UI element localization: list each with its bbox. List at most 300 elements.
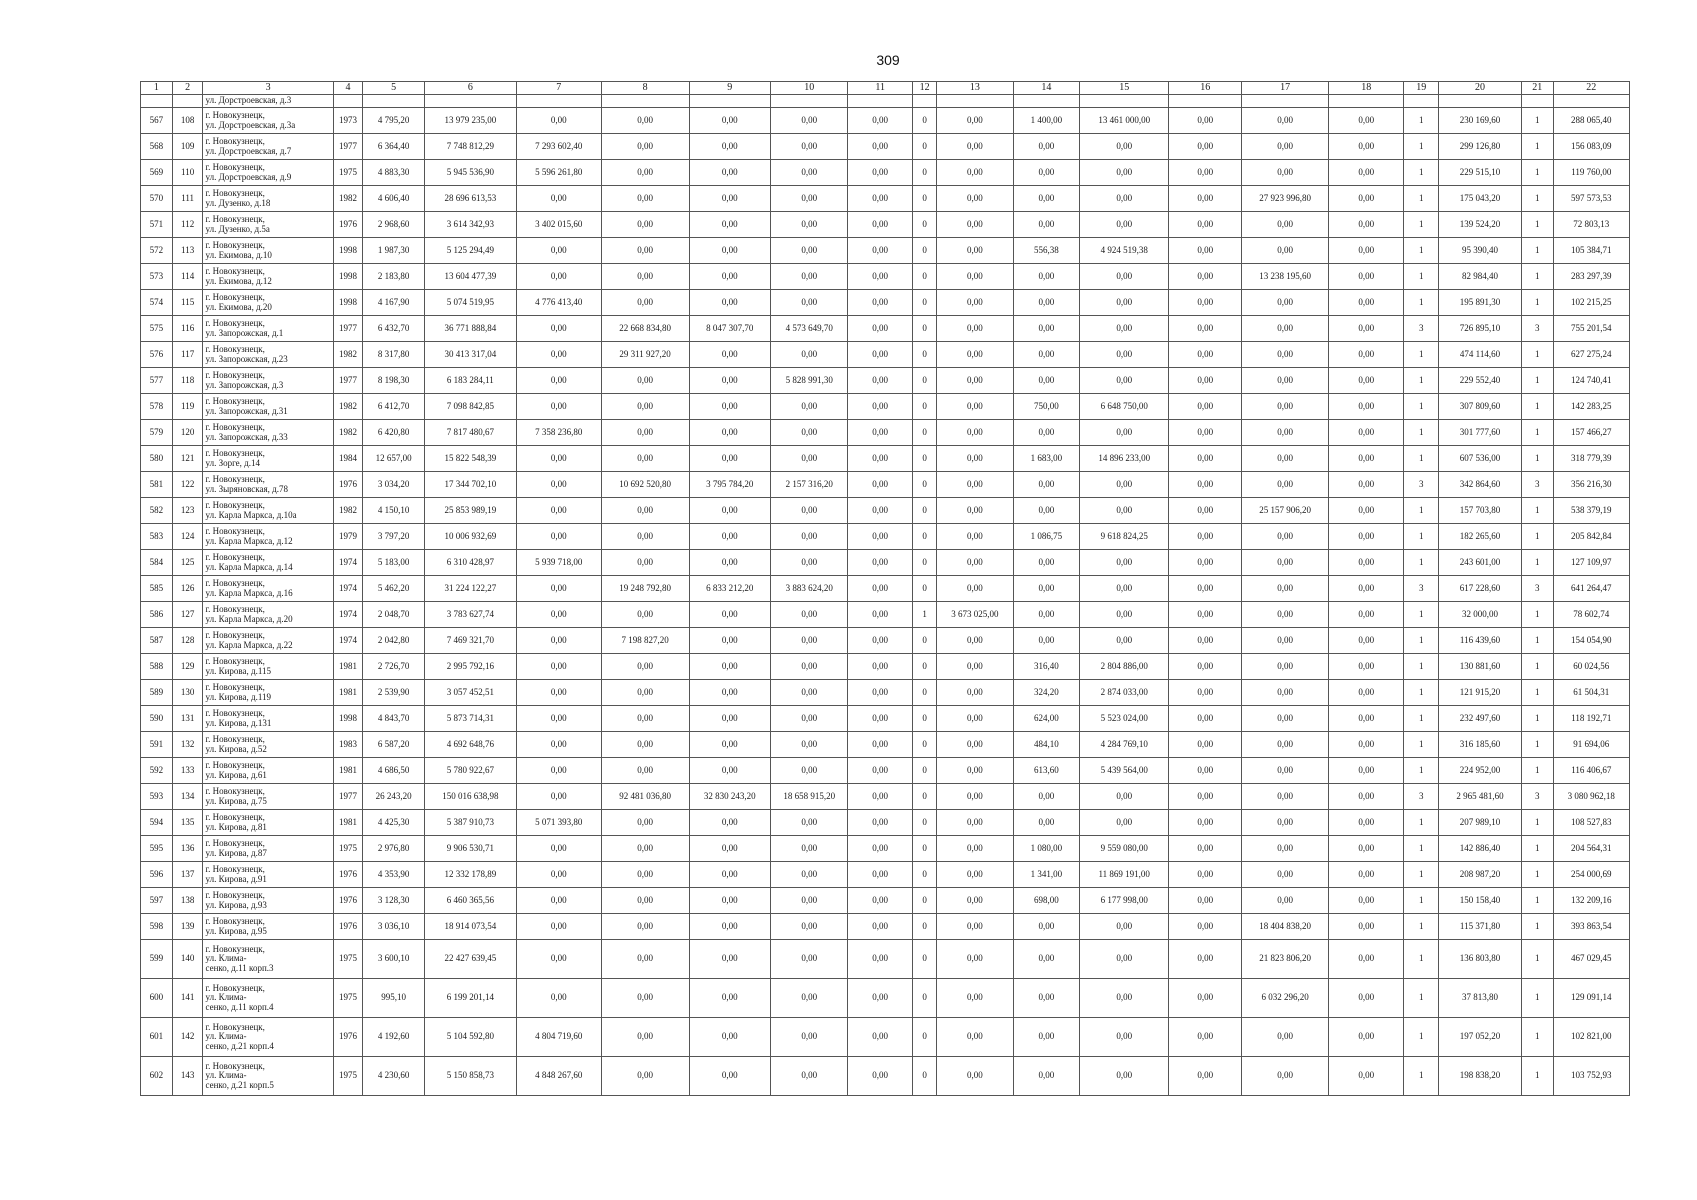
cell-col-7: 0,00 [516, 628, 601, 654]
address-cell [203, 1018, 333, 1057]
cell-col-11: 0,00 [848, 576, 913, 602]
cell-col-9: 0,00 [689, 524, 771, 550]
table-row [141, 628, 1630, 654]
cell-col-10: 0,00 [771, 862, 848, 888]
cell-col-5: 26 243,20 [363, 784, 424, 810]
cell-col-6: 2 995 792,16 [424, 654, 516, 680]
cell-col-16: 0,00 [1169, 680, 1242, 706]
cell-col-19: 1 [1404, 732, 1439, 758]
cell-col-5: 3 797,20 [363, 524, 424, 550]
cell-col-2: 120 [172, 420, 203, 446]
cell-col-7: 0,00 [516, 498, 601, 524]
cell-col-5: 2 976,80 [363, 836, 424, 862]
cell-col-15: 0,00 [1080, 576, 1169, 602]
address-line: ул. Зорге, д.14 [205, 457, 260, 468]
cell-col-16: 0,00 [1169, 212, 1242, 238]
address-line: г. Новокузнецк, [205, 708, 265, 719]
cell-col-8: 0,00 [601, 732, 689, 758]
cell-col-4: 1977 [333, 368, 363, 394]
cell-col-14: 0,00 [1013, 1018, 1080, 1057]
cell-col-11: 0,00 [848, 498, 913, 524]
column-number-8: 8 [601, 82, 689, 95]
empty-cell [141, 95, 173, 108]
address-line: г. Новокузнецк, [205, 370, 265, 381]
cell-col-6: 5 074 519,95 [424, 290, 516, 316]
cell-col-10: 0,00 [771, 290, 848, 316]
cell-col-10: 0,00 [771, 836, 848, 862]
cell-col-5: 3 034,20 [363, 472, 424, 498]
cell-col-5: 4 686,50 [363, 758, 424, 784]
column-number-11: 11 [848, 82, 913, 95]
address-cell [203, 186, 333, 212]
cell-col-13: 0,00 [937, 654, 1013, 680]
cell-col-8: 0,00 [601, 550, 689, 576]
cell-col-17: 0,00 [1242, 888, 1329, 914]
cell-col-4: 1974 [333, 628, 363, 654]
cell-col-11: 0,00 [848, 836, 913, 862]
cell-col-12: 0 [912, 420, 936, 446]
cell-col-17: 0,00 [1242, 654, 1329, 680]
column-number-5: 5 [363, 82, 424, 95]
cell-col-19: 3 [1404, 576, 1439, 602]
cell-col-13: 0,00 [937, 550, 1013, 576]
cell-col-13: 0,00 [937, 732, 1013, 758]
cell-col-22: 103 752,93 [1553, 1057, 1629, 1096]
cell-col-15: 0,00 [1080, 290, 1169, 316]
cell-col-18: 0,00 [1329, 680, 1404, 706]
cell-col-6: 5 104 592,80 [424, 1018, 516, 1057]
cell-col-17: 18 404 838,20 [1242, 914, 1329, 940]
cell-col-20: 82 984,40 [1439, 264, 1522, 290]
cell-col-2: 126 [172, 576, 203, 602]
cell-col-12: 0 [912, 940, 936, 979]
cell-col-20: 229 515,10 [1439, 160, 1522, 186]
cell-col-18: 0,00 [1329, 758, 1404, 784]
address-line: г. Новокузнецк, [205, 188, 265, 199]
cell-col-5: 6 420,80 [363, 420, 424, 446]
cell-col-8: 0,00 [601, 888, 689, 914]
cell-col-6: 7 469 321,70 [424, 628, 516, 654]
cell-col-6: 6 199 201,14 [424, 979, 516, 1018]
cell-col-19: 1 [1404, 758, 1439, 784]
cell-col-5: 4 883,30 [363, 160, 424, 186]
cell-col-17: 0,00 [1242, 472, 1329, 498]
cell-col-12: 0 [912, 706, 936, 732]
cell-col-2: 135 [172, 810, 203, 836]
cell-col-14: 0,00 [1013, 602, 1080, 628]
cell-col-4: 1976 [333, 914, 363, 940]
cell-col-13: 0,00 [937, 446, 1013, 472]
cell-col-14: 0,00 [1013, 160, 1080, 186]
cell-col-14: 556,38 [1013, 238, 1080, 264]
table-row [141, 888, 1630, 914]
cell-col-12: 0 [912, 862, 936, 888]
cell-col-5: 995,10 [363, 979, 424, 1018]
cell-col-20: 243 601,00 [1439, 550, 1522, 576]
cell-col-14: 1 683,00 [1013, 446, 1080, 472]
cell-col-12: 0 [912, 264, 936, 290]
address-line: ул. Запорожская, д.3 [205, 379, 284, 390]
cell-col-8: 0,00 [601, 836, 689, 862]
cell-col-14: 0,00 [1013, 940, 1080, 979]
cell-col-6: 18 914 073,54 [424, 914, 516, 940]
cell-col-7: 0,00 [516, 888, 601, 914]
cell-col-22: 108 527,83 [1553, 810, 1629, 836]
cell-col-6: 36 771 888,84 [424, 316, 516, 342]
cell-col-21: 1 [1521, 654, 1553, 680]
cell-col-1: 570 [141, 186, 173, 212]
cell-col-13: 0,00 [937, 290, 1013, 316]
cell-col-17: 0,00 [1242, 810, 1329, 836]
cell-col-9: 6 833 212,20 [689, 576, 771, 602]
cell-col-14: 0,00 [1013, 368, 1080, 394]
cell-col-5: 2 726,70 [363, 654, 424, 680]
cell-col-11: 0,00 [848, 342, 913, 368]
empty-cell [689, 95, 771, 108]
cell-col-2: 127 [172, 602, 203, 628]
cell-col-10: 0,00 [771, 810, 848, 836]
cell-col-2: 136 [172, 836, 203, 862]
address-line: ул. Запорожская, д.1 [205, 327, 284, 338]
cell-col-2: 113 [172, 238, 203, 264]
cell-col-11: 0,00 [848, 758, 913, 784]
cell-col-17: 0,00 [1242, 108, 1329, 134]
cell-col-13: 0,00 [937, 394, 1013, 420]
cell-col-16: 0,00 [1169, 602, 1242, 628]
cell-col-12: 0 [912, 1018, 936, 1057]
table-row [141, 784, 1630, 810]
address-line: г. Новокузнецк, [205, 474, 265, 485]
cell-col-21: 1 [1521, 810, 1553, 836]
cell-col-13: 0,00 [937, 758, 1013, 784]
address-line: ул. Кирова, д.95 [205, 925, 267, 936]
cell-col-14: 0,00 [1013, 1057, 1080, 1096]
cell-col-16: 0,00 [1169, 368, 1242, 394]
address-line: сенко, д.11 корп.3 [205, 962, 274, 973]
cell-col-19: 1 [1404, 810, 1439, 836]
cell-col-10: 0,00 [771, 342, 848, 368]
cell-col-17: 0,00 [1242, 862, 1329, 888]
table-row [141, 940, 1630, 979]
cell-col-6: 7 748 812,29 [424, 134, 516, 160]
continuation-row [141, 95, 1630, 108]
cell-col-16: 0,00 [1169, 498, 1242, 524]
cell-col-1: 581 [141, 472, 173, 498]
address-line: ул. Запорожская, д.31 [205, 405, 288, 416]
address-line: ул. Кирова, д.75 [205, 795, 267, 806]
column-number-19: 19 [1404, 82, 1439, 95]
cell-col-11: 0,00 [848, 264, 913, 290]
address-line: г. Новокузнецк, [205, 656, 265, 667]
cell-col-5: 2 539,90 [363, 680, 424, 706]
cell-col-10: 0,00 [771, 758, 848, 784]
cell-col-2: 123 [172, 498, 203, 524]
address-line: сенко, д.21 корп.5 [205, 1079, 274, 1090]
cell-col-17: 0,00 [1242, 420, 1329, 446]
cell-col-5: 6 412,70 [363, 394, 424, 420]
address-line: г. Новокузнецк, [205, 604, 265, 615]
cell-col-7: 0,00 [516, 732, 601, 758]
cell-col-6: 15 822 548,39 [424, 446, 516, 472]
cell-col-10: 0,00 [771, 979, 848, 1018]
cell-col-17: 21 823 806,20 [1242, 940, 1329, 979]
cell-col-9: 0,00 [689, 108, 771, 134]
cell-col-8: 0,00 [601, 160, 689, 186]
table-row [141, 524, 1630, 550]
cell-col-19: 1 [1404, 979, 1439, 1018]
cell-col-12: 0 [912, 810, 936, 836]
cell-col-21: 3 [1521, 576, 1553, 602]
cell-col-22: 627 275,24 [1553, 342, 1629, 368]
cell-col-15: 0,00 [1080, 160, 1169, 186]
cell-col-7: 0,00 [516, 680, 601, 706]
cell-col-18: 0,00 [1329, 524, 1404, 550]
cell-col-17: 0,00 [1242, 446, 1329, 472]
table-row [141, 979, 1630, 1018]
cell-col-2: 111 [172, 186, 203, 212]
address-cell [203, 706, 333, 732]
cell-col-17: 0,00 [1242, 628, 1329, 654]
address-line: ул. Дорстроевская, д.7 [205, 145, 292, 156]
empty-cell [516, 95, 601, 108]
address-line: г. Новокузнецк, [205, 760, 265, 771]
address-line: ул. Карла Маркса, д.12 [205, 535, 293, 546]
cell-col-20: 617 228,60 [1439, 576, 1522, 602]
cell-col-5: 4 150,10 [363, 498, 424, 524]
cell-col-12: 0 [912, 1057, 936, 1096]
table-row [141, 108, 1630, 134]
address-line: ул. Екимова, д.10 [205, 249, 272, 260]
column-number-6: 6 [424, 82, 516, 95]
cell-col-21: 1 [1521, 186, 1553, 212]
address-cell [203, 472, 333, 498]
address-line: ул. Дузенко, д.18 [205, 197, 271, 208]
cell-col-14: 0,00 [1013, 472, 1080, 498]
cell-col-10: 0,00 [771, 1018, 848, 1057]
cell-col-21: 1 [1521, 108, 1553, 134]
cell-col-12: 0 [912, 836, 936, 862]
cell-col-6: 28 696 613,53 [424, 186, 516, 212]
cell-col-11: 0,00 [848, 888, 913, 914]
column-number-1: 1 [141, 82, 173, 95]
cell-col-13: 0,00 [937, 524, 1013, 550]
cell-col-9: 0,00 [689, 368, 771, 394]
cell-col-10: 0,00 [771, 602, 848, 628]
cell-col-4: 1982 [333, 342, 363, 368]
cell-col-4: 1998 [333, 290, 363, 316]
cell-col-5: 2 968,60 [363, 212, 424, 238]
cell-col-1: 586 [141, 602, 173, 628]
cell-col-13: 0,00 [937, 680, 1013, 706]
cell-col-20: 182 265,60 [1439, 524, 1522, 550]
cell-col-13: 0,00 [937, 862, 1013, 888]
cell-col-10: 3 883 624,20 [771, 576, 848, 602]
cell-col-8: 92 481 036,80 [601, 784, 689, 810]
address-line: ул. Дузенко, д.5а [205, 223, 270, 234]
cell-col-22: 318 779,39 [1553, 446, 1629, 472]
address-cell [203, 602, 333, 628]
cell-col-15: 0,00 [1080, 134, 1169, 160]
cell-col-21: 1 [1521, 758, 1553, 784]
cell-col-20: 37 813,80 [1439, 979, 1522, 1018]
cell-col-18: 0,00 [1329, 602, 1404, 628]
cell-col-7: 0,00 [516, 264, 601, 290]
cell-col-7: 5 596 261,80 [516, 160, 601, 186]
cell-col-16: 0,00 [1169, 446, 1242, 472]
cell-col-4: 1981 [333, 654, 363, 680]
cell-col-10: 0,00 [771, 446, 848, 472]
cell-col-12: 0 [912, 914, 936, 940]
cell-col-4: 1975 [333, 940, 363, 979]
address-line: ул. Карла Маркса, д.14 [205, 561, 293, 572]
cell-col-4: 1982 [333, 498, 363, 524]
cell-col-15: 9 559 080,00 [1080, 836, 1169, 862]
table-row [141, 160, 1630, 186]
address-line: г. Новокузнецк, [205, 578, 265, 589]
table-row [141, 576, 1630, 602]
cell-col-1: 594 [141, 810, 173, 836]
address-line: г. Новокузнецк, [205, 982, 265, 993]
cell-col-1: 584 [141, 550, 173, 576]
cell-col-8: 0,00 [601, 134, 689, 160]
cell-col-7: 0,00 [516, 979, 601, 1018]
cell-col-11: 0,00 [848, 524, 913, 550]
cell-col-12: 0 [912, 108, 936, 134]
cell-col-9: 0,00 [689, 290, 771, 316]
address-line: ул. Дорстроевская, д.9 [205, 171, 292, 182]
cell-col-9: 0,00 [689, 134, 771, 160]
cell-col-18: 0,00 [1329, 784, 1404, 810]
cell-col-6: 6 310 428,97 [424, 550, 516, 576]
cell-col-8: 0,00 [601, 524, 689, 550]
cell-col-21: 1 [1521, 979, 1553, 1018]
cell-col-12: 0 [912, 134, 936, 160]
cell-col-2: 119 [172, 394, 203, 420]
cell-col-22: 283 297,39 [1553, 264, 1629, 290]
cell-col-1: 591 [141, 732, 173, 758]
empty-cell [848, 95, 913, 108]
cell-col-9: 0,00 [689, 160, 771, 186]
address-line: г. Новокузнецк, [205, 812, 265, 823]
address-line: г. Новокузнецк, [205, 552, 265, 563]
cell-col-18: 0,00 [1329, 420, 1404, 446]
cell-col-10: 5 828 991,30 [771, 368, 848, 394]
cell-col-5: 8 317,80 [363, 342, 424, 368]
cell-col-21: 1 [1521, 446, 1553, 472]
cell-col-7: 7 358 236,80 [516, 420, 601, 446]
cell-col-17: 0,00 [1242, 160, 1329, 186]
cell-col-6: 150 016 638,98 [424, 784, 516, 810]
cell-col-6: 13 604 477,39 [424, 264, 516, 290]
address-line: сенко, д.21 корп.4 [205, 1040, 274, 1051]
cell-col-1: 575 [141, 316, 173, 342]
cell-col-21: 1 [1521, 290, 1553, 316]
cell-col-19: 1 [1404, 264, 1439, 290]
cell-col-9: 0,00 [689, 758, 771, 784]
cell-col-19: 3 [1404, 316, 1439, 342]
empty-cell [912, 95, 936, 108]
cell-col-22: 538 379,19 [1553, 498, 1629, 524]
cell-col-13: 0,00 [937, 1057, 1013, 1096]
cell-col-10: 0,00 [771, 888, 848, 914]
cell-col-22: 142 283,25 [1553, 394, 1629, 420]
cell-col-22: 205 842,84 [1553, 524, 1629, 550]
cell-col-17: 25 157 906,20 [1242, 498, 1329, 524]
cell-col-1: 580 [141, 446, 173, 472]
cell-col-21: 1 [1521, 914, 1553, 940]
cell-col-4: 1977 [333, 784, 363, 810]
cell-col-8: 0,00 [601, 914, 689, 940]
cell-col-18: 0,00 [1329, 732, 1404, 758]
cell-col-9: 0,00 [689, 836, 771, 862]
cell-col-5: 5 462,20 [363, 576, 424, 602]
cell-col-6: 4 692 648,76 [424, 732, 516, 758]
cell-col-20: 207 989,10 [1439, 810, 1522, 836]
cell-col-2: 141 [172, 979, 203, 1018]
cell-col-13: 0,00 [937, 342, 1013, 368]
empty-cell [1404, 95, 1439, 108]
cell-col-6: 22 427 639,45 [424, 940, 516, 979]
cell-col-19: 1 [1404, 1057, 1439, 1096]
cell-col-17: 0,00 [1242, 1018, 1329, 1057]
cell-col-11: 0,00 [848, 420, 913, 446]
cell-col-4: 1974 [333, 576, 363, 602]
page-number: 309 [876, 52, 900, 68]
table-row [141, 758, 1630, 784]
cell-col-7: 7 293 602,40 [516, 134, 601, 160]
cell-col-21: 1 [1521, 524, 1553, 550]
address-line: ул. Кирова, д.119 [205, 691, 272, 702]
empty-cell [1521, 95, 1553, 108]
cell-col-15: 13 461 000,00 [1080, 108, 1169, 134]
cell-col-13: 0,00 [937, 186, 1013, 212]
column-number-9: 9 [689, 82, 771, 95]
cell-col-6: 30 413 317,04 [424, 342, 516, 368]
cell-col-15: 0,00 [1080, 1018, 1169, 1057]
cell-col-2: 134 [172, 784, 203, 810]
cell-col-7: 0,00 [516, 472, 601, 498]
address-line: г. Новокузнецк, [205, 318, 265, 329]
cell-col-8: 0,00 [601, 680, 689, 706]
cell-col-2: 139 [172, 914, 203, 940]
cell-col-10: 0,00 [771, 134, 848, 160]
cell-col-15: 11 869 191,00 [1080, 862, 1169, 888]
address-line: ул. Кирова, д.115 [205, 665, 272, 676]
cell-col-1: 572 [141, 238, 173, 264]
cell-col-10: 0,00 [771, 654, 848, 680]
cell-col-9: 0,00 [689, 810, 771, 836]
cell-col-10: 0,00 [771, 524, 848, 550]
cell-col-11: 0,00 [848, 1018, 913, 1057]
cell-col-20: 307 809,60 [1439, 394, 1522, 420]
table-row [141, 368, 1630, 394]
address-line: ул. Карла Маркса, д.22 [205, 639, 293, 650]
cell-col-20: 726 895,10 [1439, 316, 1522, 342]
cell-col-14: 324,20 [1013, 680, 1080, 706]
table-row [141, 706, 1630, 732]
cell-col-2: 130 [172, 680, 203, 706]
table-row [141, 446, 1630, 472]
cell-col-2: 133 [172, 758, 203, 784]
address-line: ул. Кирова, д.61 [205, 769, 267, 780]
cell-col-22: 204 564,31 [1553, 836, 1629, 862]
cell-col-15: 0,00 [1080, 316, 1169, 342]
cell-col-17: 0,00 [1242, 758, 1329, 784]
table-row [141, 1018, 1630, 1057]
cell-col-18: 0,00 [1329, 498, 1404, 524]
header-row [141, 82, 1630, 95]
cell-col-14: 0,00 [1013, 498, 1080, 524]
